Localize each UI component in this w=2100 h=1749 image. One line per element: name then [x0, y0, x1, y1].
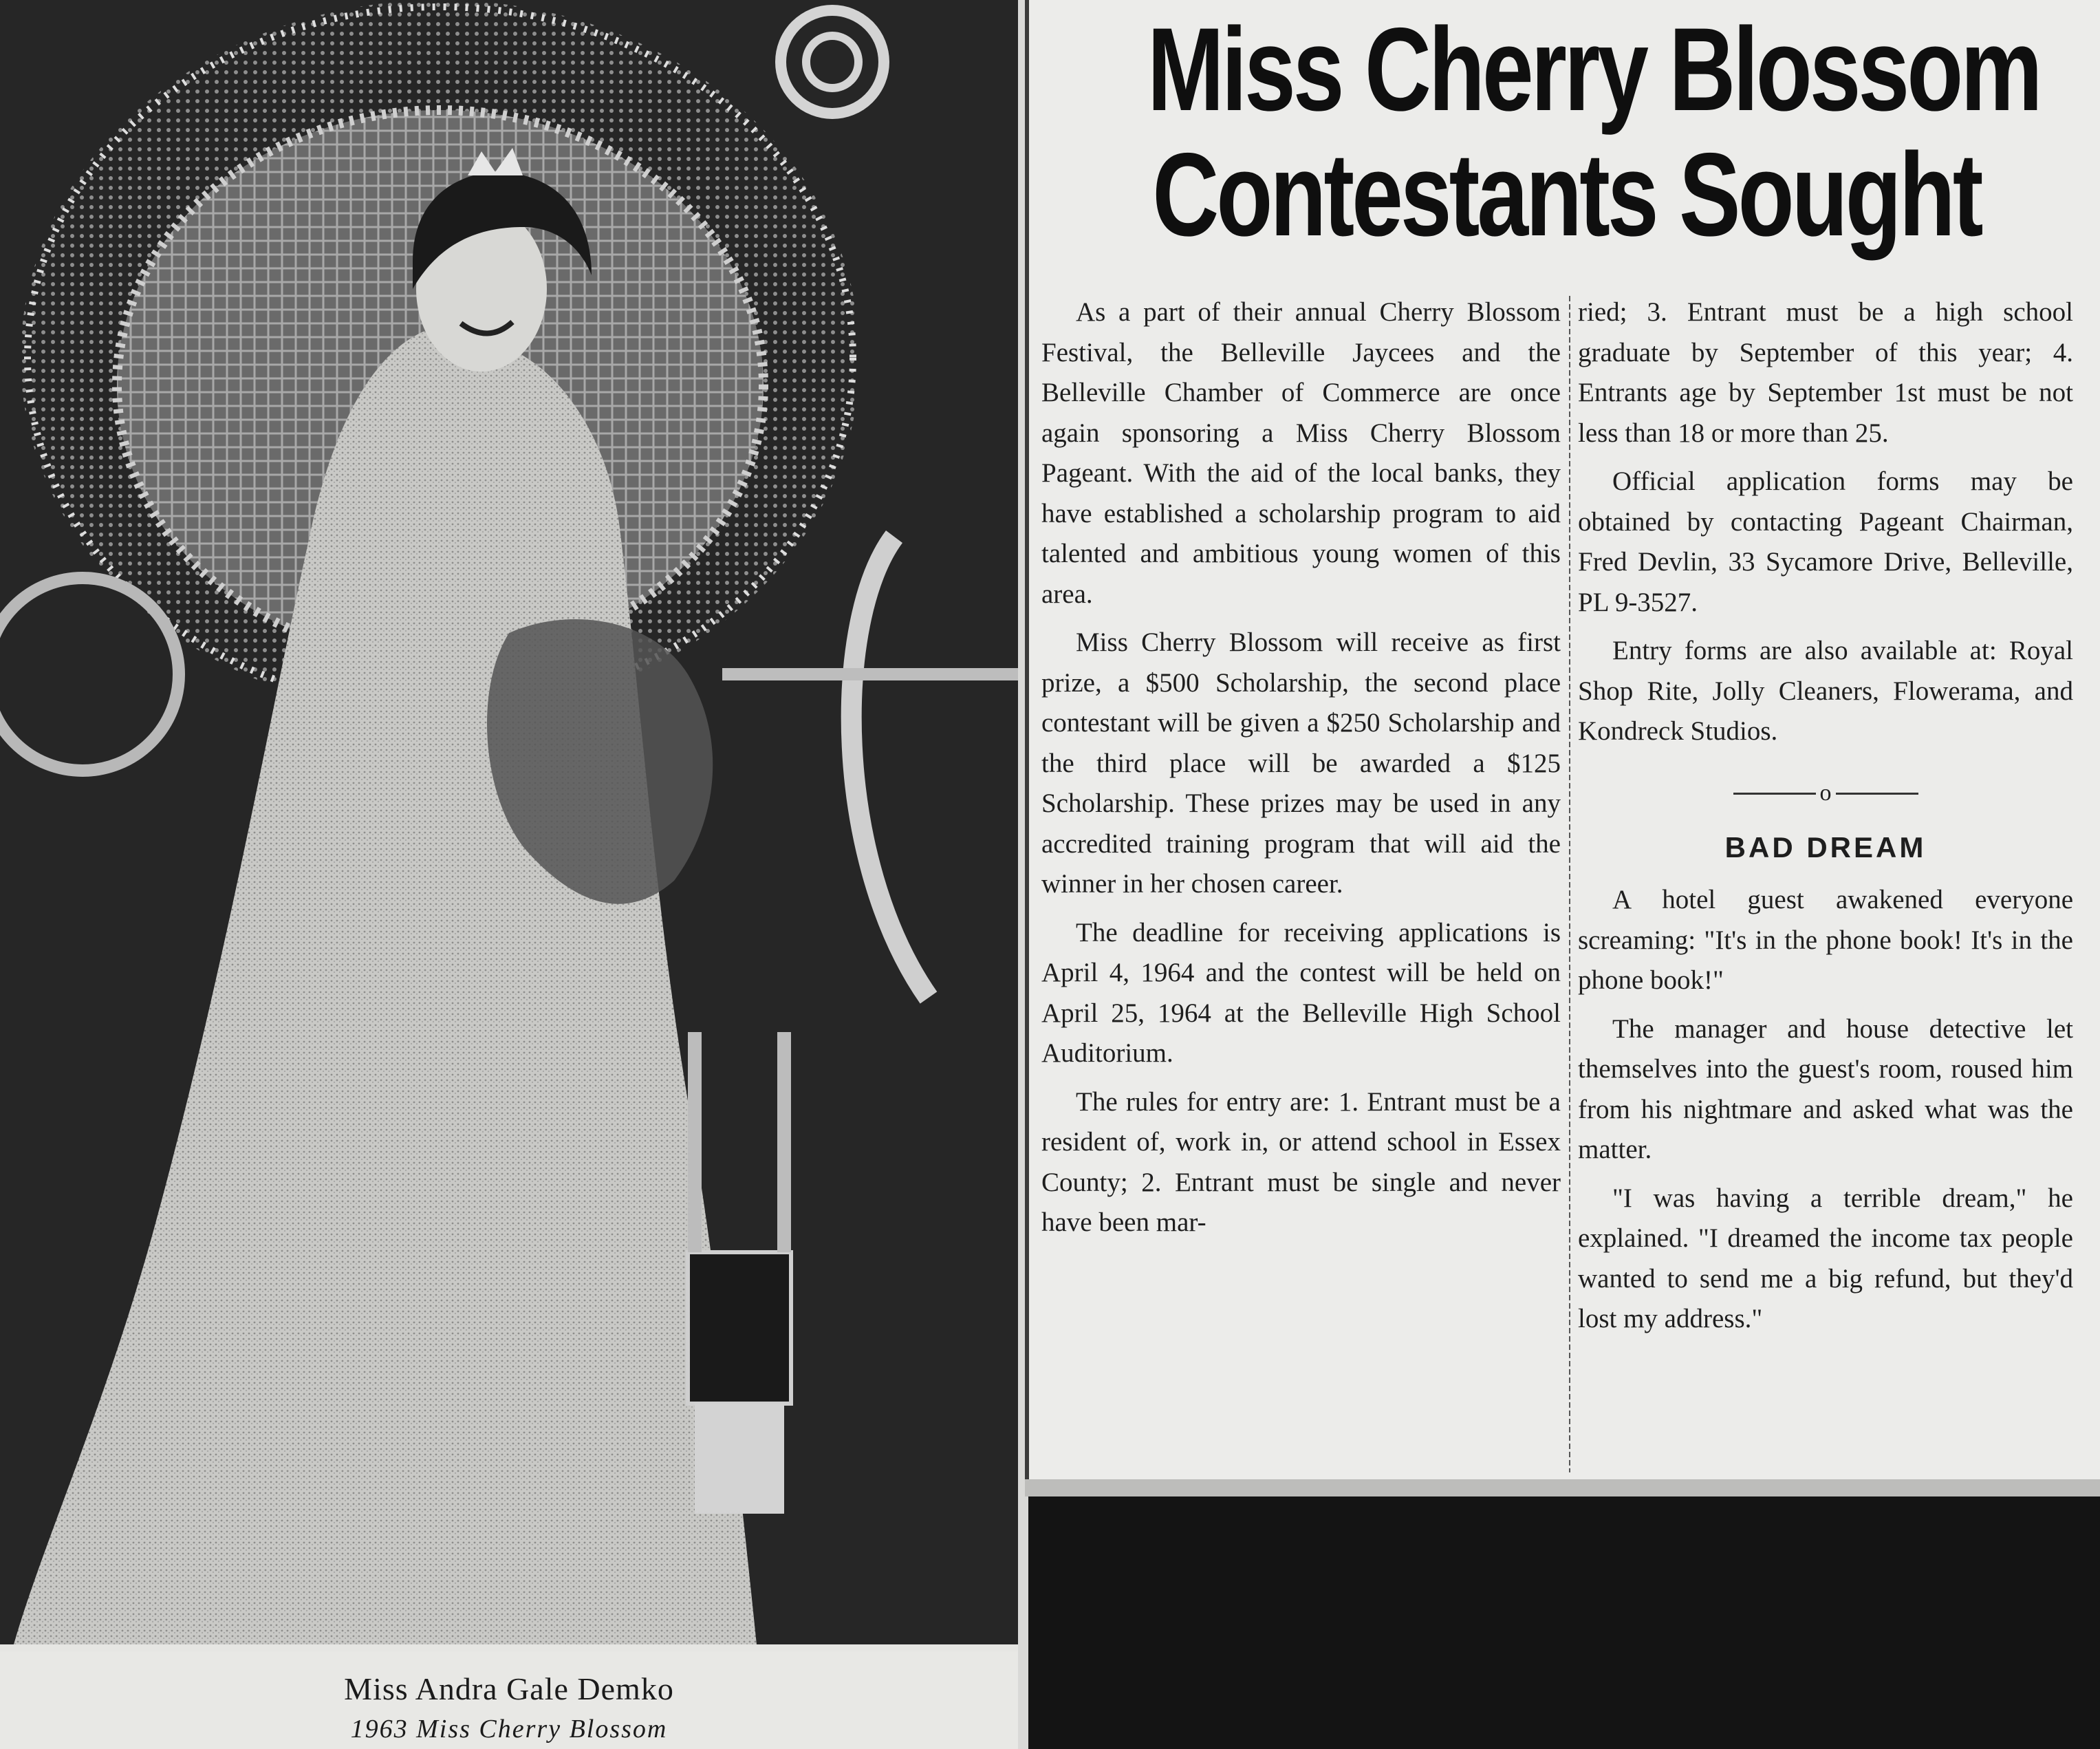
- article-paragraph: ried; 3. Entrant must be a high school graduate by September of this year; 4. Entrants age by September 1st must be not less than 18 or more than 25.: [1578, 297, 2073, 448]
- black-background-area: [1028, 1496, 2100, 1749]
- article-paragraph: The deadline for receiving applications is April 4, 1964 and the contest will be held on April 25, 1964 at the Belleville High School Auditorium.: [1041, 917, 1561, 1068]
- sidebar-paragraph: The manager and house detective let themselves into the guest's room, roused him from his nightmare and asked what was the matter.: [1578, 1013, 2073, 1165]
- caption-subtitle: 1963 Miss Cherry Blossom: [350, 1715, 668, 1743]
- photo-panel: [0, 0, 1018, 1749]
- sidebar-title: BAD DREAM: [1724, 830, 1927, 863]
- sidebar-paragraph: A hotel guest awakened everyone screaming: "It's in the phone book! It's in the phone book!": [1578, 885, 2073, 996]
- column-divider: [1569, 296, 1570, 1472]
- article-left-column: [1041, 292, 1561, 1252]
- section-separator: [1578, 773, 2073, 814]
- headline-line-2: Contestants Sought: [1152, 129, 1981, 261]
- article-right-column: [1578, 292, 2073, 1348]
- article: [1025, 0, 2100, 1479]
- caption-name: Miss Andra Gale Demko: [344, 1671, 674, 1706]
- article-paragraph: Entry forms are also available at: Royal Shop Rite, Jolly Cleaners, Flowerama, and Kondreck Studios.: [1578, 636, 2073, 746]
- headline: [1147, 3, 2040, 261]
- clipping-edge: [1025, 1479, 2100, 1496]
- photograph-illustration: [0, 0, 1018, 1644]
- article-paragraph: Official application forms may be obtained by contacting Pageant Chairman, Fred Devlin, 33 Sycamore Drive, Belleville, PL 9-3527.: [1578, 466, 2073, 617]
- photo-caption: [0, 1651, 1018, 1749]
- separator-mark: o: [1819, 780, 1832, 806]
- sidebar-paragraph: "I was having a terrible dream," he explained. "I dreamed the income tax people wanted to send me a big refund, but they'd lost my address.": [1578, 1183, 2073, 1334]
- headline-line-1: Miss Cherry Blossom: [1147, 3, 2040, 136]
- pageant-photograph: [0, 0, 1018, 1644]
- article-paragraph: The rules for entry are: 1. Entrant must be a resident of, work in, or attend school in Essex County; 2. Entrant must be single and never have been mar-: [1041, 1086, 1561, 1237]
- article-paragraph: As a part of their annual Cherry Blossom Festival, the Belleville Jaycees and the Belleville Chamber of Commerce are once again sponsoring a Miss Cherry Blossom Pageant. With the aid of the local banks, they have established a scholarship program to aid talented and ambitious young women of this area.: [1041, 297, 1561, 609]
- article-paragraph: Miss Cherry Blossom will receive as first prize, a $500 Scholarship, the second place contestant will be given a $250 Scholarship and the third place will be awarded a $125 Scholarship. These prizes may be used in any accredited training program that will aid the winner in her chosen career.: [1041, 627, 1561, 899]
